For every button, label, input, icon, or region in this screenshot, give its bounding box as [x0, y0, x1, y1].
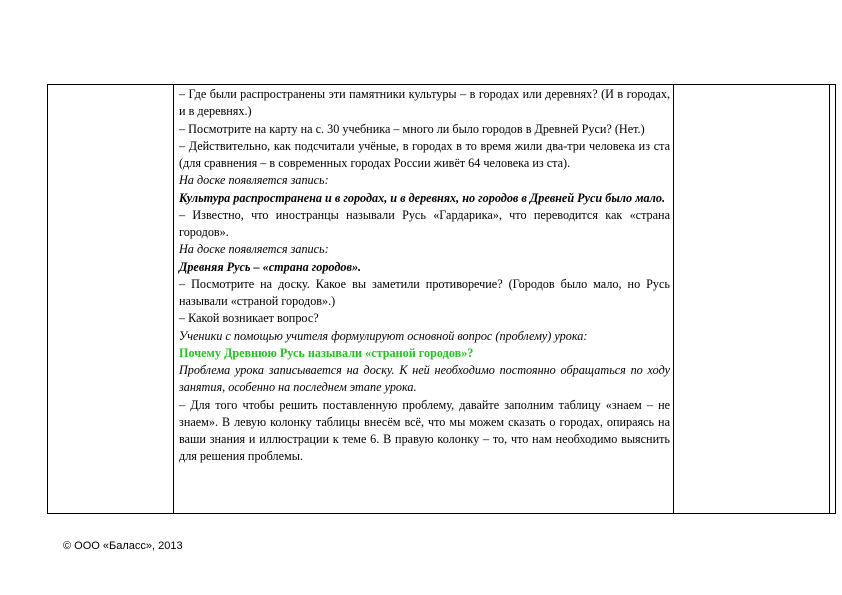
text-paragraph: – Посмотрите на доску. Какое вы заметили противоречие? (Городов было мало, но Русь называли «страной городов».): [179, 276, 670, 308]
board-note-label: На доске появляется запись:: [179, 173, 329, 188]
text-paragraph: – Известно, что иностранцы называли Русь «Гардарика», что переводится как «страна городов».: [179, 207, 670, 239]
board-note: Древняя Русь – «страна городов».: [179, 259, 362, 274]
column-divider-left: [173, 85, 174, 513]
lesson-table: [47, 84, 836, 514]
text-paragraph: – Посмотрите на карту на с. 30 учебника – много ли было городов в Древней Руси? (Нет.): [179, 121, 645, 136]
board-note-label: На доске появляется запись:: [179, 242, 329, 257]
text-paragraph: – Где были распространены эти памятники культуры – в городах или деревнях? (И в городах, и в деревнях.): [179, 87, 670, 119]
copyright-footer: © ООО «Баласс», 2013: [63, 540, 183, 552]
board-note: Культура распространена и в городах, и в деревнях, но городов в Древней Руси было мало.: [179, 190, 666, 205]
lesson-problem-question: Почему Древнюю Русь называли «страной городов»?: [179, 345, 474, 360]
lesson-text-cell: [179, 86, 670, 466]
text-paragraph: – Для того чтобы решить поставленную проблему, давайте заполним таблицу «знаем – не знаем». В левую колонку таблицы внесём всё, что мы можем сказать о городах, опираясь на ваши знания и иллюстрации к теме 6. В правую колонку – то, что нам необходимо выяснить для решения проблемы.: [179, 397, 670, 464]
instruction-italic: Проблема урока записывается на доску. К ней необходимо постоянно обращаться по ходу занятия, особенно на последнем этапе урока.: [179, 363, 670, 395]
instruction-italic: Ученики с помощью учителя формулируют основной вопрос (проблему) урока:: [179, 328, 588, 343]
text-paragraph: – Какой возникает вопрос?: [179, 311, 319, 326]
text-paragraph: – Действительно, как подсчитали учёные, в городах в то время жили два-три человека из ста (для сравнения – в современных городах России живёт 64 человека из ста).: [179, 138, 670, 170]
right-border-double: [829, 85, 830, 513]
column-divider-right: [673, 85, 674, 513]
